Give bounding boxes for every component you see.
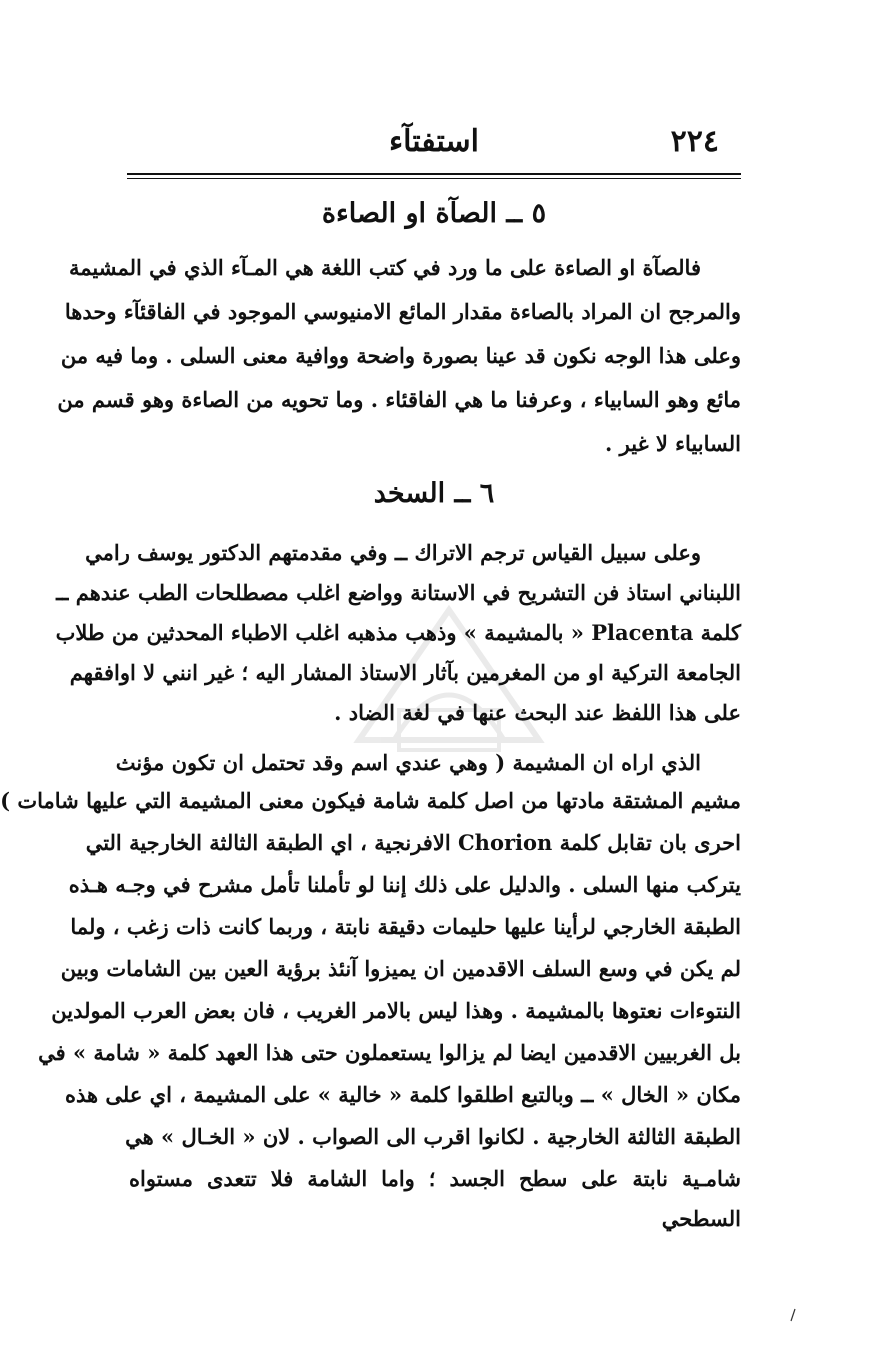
- paragraph-line: السابياء لا غير .: [605, 431, 741, 456]
- paragraph-line: احرى بان تقابل كلمة Chorion الافرنجية ، اي الطبقة الثالثة الخارجية التي: [85, 830, 741, 855]
- paragraph-line: الطبقة الخارجي لرأينا عليها حليمات دقيقة نابتة ، وربما كانت ذات زغب ، ولما: [70, 914, 741, 939]
- section-heading-6: ٦ ــ السخد: [373, 478, 495, 509]
- paragraph-6: [55, 540, 741, 740]
- paragraph-line: وعلى هذا الوجه نكون قد عينا بصورة واضحة ووافية معنى السلى . وما فيه من: [60, 343, 741, 368]
- header-rule: [127, 173, 741, 179]
- paragraph-7: [0, 750, 741, 1290]
- paragraph-line: والمرجح ان المراد بالصاءة مقدار المائع الامنيوسي الموجود في الفاقئآء وحدها: [64, 299, 741, 324]
- paragraph-line: السطحي: [661, 1206, 741, 1231]
- paragraph-line: لم يكن في وسع السلف الاقدمين ان يميزوا آنئذ برؤية العين بين الشامات وبين: [60, 956, 741, 981]
- paragraph-line: يتركب منها السلى . والدليل على ذلك إننا لو تأملنا تأمل مشرح في وجـه هـذه: [68, 872, 741, 897]
- paragraph-line: الذي اراه ان المشيمة ( وهي عندي اسم وقد تحتمل ان تكون مؤنث: [115, 750, 701, 775]
- ink-speck-icon: [789, 1308, 797, 1322]
- running-head: [129, 118, 739, 168]
- book-page: [1, 0, 893, 1363]
- paragraph-line: الجامعة التركية او من المغرمين بآثار الاستاذ المشار اليه ؛ غير انني لا اوافقهم: [69, 660, 741, 685]
- paragraph-line: بل الغربيين الاقدمين ايضا لم يزالوا يستعملون حتى هذا العهد كلمة « شامة » في: [38, 1040, 741, 1065]
- paragraph-line: وعلى سبيل القياس ترجم الاتراك ــ وفي مقدمتهم الدكتور يوسف رامي: [85, 540, 701, 565]
- paragraph-line: شامـية نابتة على سطح الجسد ؛ واما الشامة فلا تتعدى مستواه: [129, 1166, 741, 1191]
- section-heading-5: ٥ ــ الصآة او الصاءة: [321, 198, 547, 229]
- paragraph-line: فالصآة او الصاءة على ما ورد في كتب اللغة هي المـآء الذي في المشيمة: [69, 255, 701, 280]
- paragraph-line: اللبناني استاذ فن التشريح في الاستانة وواضع اغلب مصطلحات الطب عندهم ــ: [56, 580, 741, 605]
- paragraph-5: [57, 255, 741, 465]
- paragraph-line: مكان « الخال » ــ وبالتبع اطلقوا كلمة « خالية » على المشيمة ، اي على هذه: [64, 1082, 741, 1107]
- paragraph-line: الطبقة الثالثة الخارجية . لكانوا اقرب الى الصواب . لان « الخـال » هي: [125, 1124, 741, 1149]
- page-number: ٢٢٤: [670, 124, 719, 159]
- paragraph-line: النتوءات نعتوها بالمشيمة . وهذا ليس بالامر الغريب ، فان بعض العرب المولدين: [51, 998, 741, 1023]
- paragraph-line: على هذا اللفظ عند البحث عنها في لغة الضاد .: [334, 700, 741, 725]
- paragraph-line: كلمة Placenta « بالمشيمة » وذهب مذهبه اغلب الاطباء المحدثين من طلاب: [55, 620, 741, 645]
- paragraph-line: مشيم المشتقة مادتها من اصل كلمة شامة فيكون معنى المشيمة التي عليها شامات ): [0, 788, 741, 813]
- paragraph-line: مائع وهو السابياء ، وعرفنا ما هي الفاقئاء . وما تحويه من الصاءة وهو قسم من: [57, 387, 741, 412]
- running-title: استفتآء: [389, 124, 479, 159]
